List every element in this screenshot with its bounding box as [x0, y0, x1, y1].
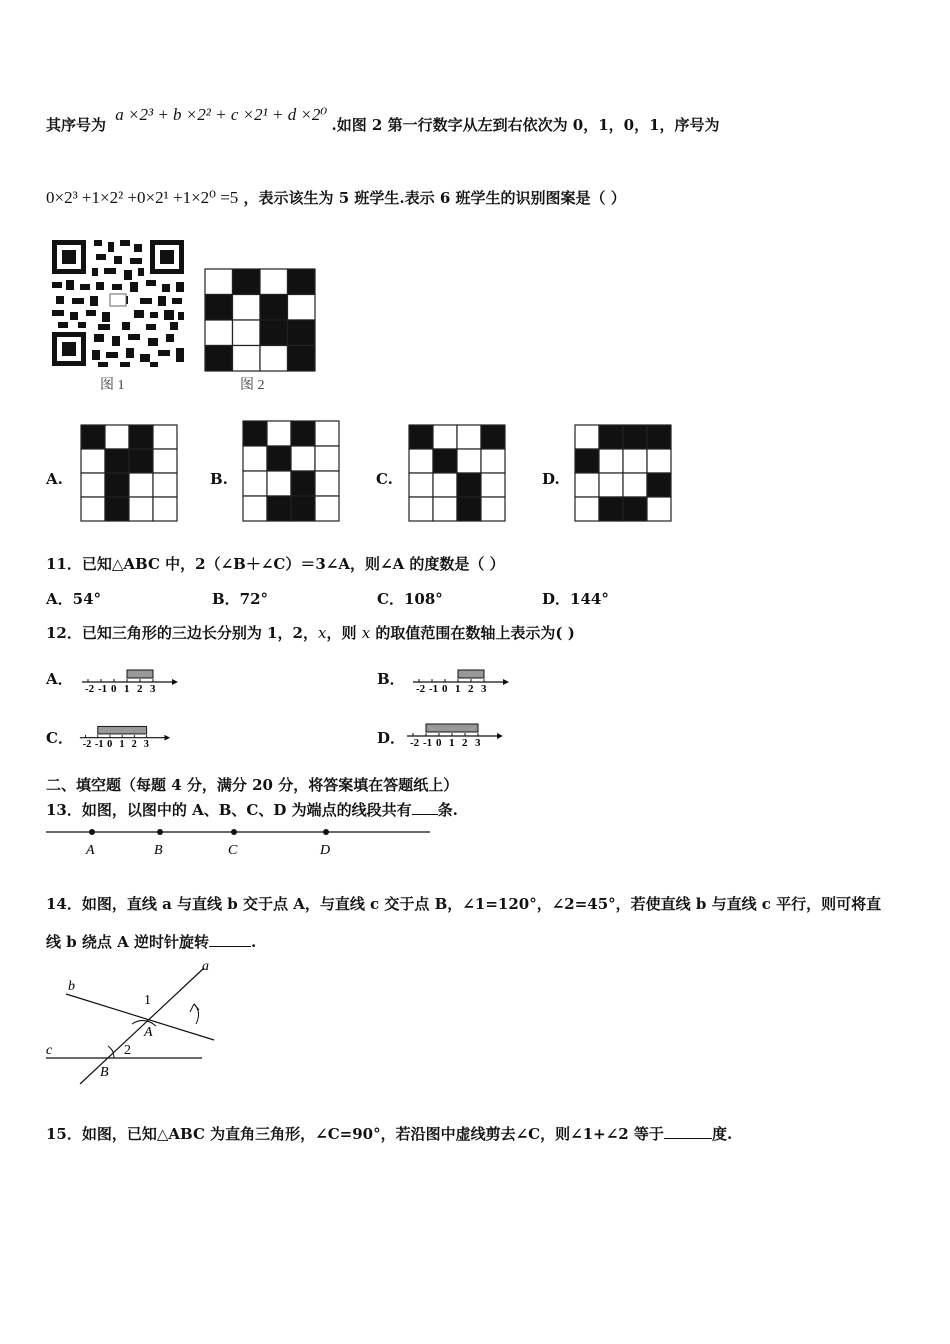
- q10-option-1-cell-1-1: [267, 446, 291, 471]
- q10-option-0-cell-3-3: [153, 497, 177, 521]
- figure-2-caption: 图 2: [240, 378, 265, 393]
- numberline-1-tick-label-1: -1: [429, 683, 439, 694]
- q12-stem-var-2: x: [361, 624, 371, 642]
- q10-option-2-cell-2-3: [481, 473, 505, 497]
- numberline-2-arrow: [164, 735, 170, 741]
- numberline-0-tick-label-2: 0: [111, 683, 117, 694]
- formula-term-2: + b ×2²: [157, 105, 211, 124]
- q11-option-d[interactable]: D．144°: [542, 590, 609, 608]
- q10-option-3-cell-1-1: [599, 449, 623, 473]
- numberline-0-tick-label-4: 2: [137, 683, 143, 694]
- q10-option-3-cell-1-0: [575, 449, 599, 473]
- figure-2-cell-0-0: [205, 269, 233, 295]
- intro-formula-2: 0×2³ +1×2² +0×2¹ +1×2⁰ =5: [46, 188, 239, 207]
- q10-option-2-cell-3-2: [457, 497, 481, 521]
- q11-option-c[interactable]: C．108°: [377, 590, 443, 608]
- q10-option-0-cell-3-0: [81, 497, 105, 521]
- q12-option-a-numberline[interactable]: [80, 660, 180, 694]
- q10-option-3-cell-2-3: [647, 473, 671, 497]
- q10-option-2-cell-1-2: [457, 449, 481, 473]
- q10-option-1-cell-1-3: [315, 446, 339, 471]
- numberline-0-tick-label-3: 1: [124, 683, 130, 694]
- q10-option-0-cell-0-0: [81, 425, 105, 449]
- q10-option-0-cell-0-1: [105, 425, 129, 449]
- intro-line1-suffix: .如图 2 第一行数字从左到右依次为 0，1，0，1，序号为: [331, 116, 720, 134]
- numberline-1-tick-label-4: 2: [468, 683, 474, 694]
- q14-label-point-a: A: [144, 1025, 153, 1040]
- q10-option-3-cell-0-2: [623, 425, 647, 449]
- numberline-2-tick-label-2: 0: [107, 739, 113, 750]
- figure-2-cell-1-1: [233, 295, 261, 321]
- q10-option-1-cell-3-0: [243, 496, 267, 521]
- q10-option-3-cell-3-1: [599, 497, 623, 521]
- figure-2-cell-2-2: [260, 320, 288, 346]
- q10-option-1-cell-0-2: [291, 421, 315, 446]
- q10-option-1-cell-3-2: [291, 496, 315, 521]
- q10-option-1-cell-3-3: [315, 496, 339, 521]
- q13-stem-suffix: 条.: [437, 801, 458, 819]
- numberline-3-tick-label-3: 1: [449, 737, 455, 749]
- q10-option-1-cell-1-0: [243, 446, 267, 471]
- section-2-heading: 二、填空题（每题 4 分，满分 20 分，将答案填在答题纸上）: [46, 776, 459, 794]
- q10-option-2-cell-2-0: [409, 473, 433, 497]
- formula-term-1: a ×2³: [115, 105, 154, 124]
- q10-option-2-cell-3-1: [433, 497, 457, 521]
- numberline-2-tick-label-5: 3: [143, 739, 149, 750]
- q10-option-b-grid[interactable]: [242, 420, 340, 522]
- q11-option-b[interactable]: B．72°: [212, 590, 269, 608]
- q10-option-d-label: D.: [542, 470, 560, 488]
- q13-point-b: B: [154, 843, 163, 858]
- q14-line-1: 14．如图，直线 a 与直线 b 交于点 A，与直线 c 交于点 B，∠1=120°，∠2=45°，若使直线 b 与直线 c 平行，则可将直: [46, 895, 882, 913]
- numberline-0-tick-label-0: -2: [85, 683, 95, 694]
- q12-stem-var-1: x: [317, 624, 327, 642]
- q12-option-b-label: B．: [377, 670, 405, 688]
- numberline-3-tick-label-2: 0: [436, 737, 442, 749]
- q10-option-1-cell-2-3: [315, 471, 339, 496]
- q15-stem-suffix: 度.: [711, 1125, 733, 1143]
- q10-option-d-grid[interactable]: [574, 424, 672, 522]
- numberline-3-arrow: [497, 733, 503, 739]
- q10-option-0-cell-1-3: [153, 449, 177, 473]
- q15-answer-blank[interactable]: [664, 1138, 712, 1139]
- numberline-2-tick-label-4: 2: [131, 739, 137, 750]
- numberline-3-tick-label-4: 2: [462, 737, 468, 749]
- numberline-2-tick-label-1: -1: [94, 739, 104, 750]
- q14-line2-prefix: 线 b 绕点 A 逆时针旋转: [46, 933, 210, 951]
- q10-option-1-cell-1-2: [291, 446, 315, 471]
- q10-option-2-cell-0-3: [481, 425, 505, 449]
- q10-option-3-cell-1-2: [623, 449, 647, 473]
- figure-1-caption: 图 1: [100, 378, 125, 393]
- q12-option-a-label: A．: [46, 670, 73, 688]
- q10-option-c-grid[interactable]: [408, 424, 506, 522]
- q10-option-0-cell-0-2: [129, 425, 153, 449]
- q14-lines-figure: [44, 958, 220, 1088]
- q10-option-1-cell-0-1: [267, 421, 291, 446]
- q11-option-a[interactable]: A．54°: [46, 590, 102, 608]
- numberline-3-tick-label-0: -2: [410, 737, 420, 749]
- numberline-1-shade: [458, 670, 484, 678]
- q10-option-1-cell-2-0: [243, 471, 267, 496]
- q14-answer-blank[interactable]: [209, 946, 251, 947]
- numberline-0-shade: [127, 670, 153, 678]
- figure-2-cell-1-0: [205, 295, 233, 321]
- intro-line2-suffix: ，表示该生为 5 班学生.表示 6 班学生的识别图案是（ ）: [243, 189, 626, 207]
- q10-option-1-cell-3-1: [267, 496, 291, 521]
- q10-option-0-cell-2-1: [105, 473, 129, 497]
- q10-option-1-cell-0-0: [243, 421, 267, 446]
- q10-option-2-cell-2-1: [433, 473, 457, 497]
- q13-point-d: D: [320, 843, 331, 858]
- figure-2-cell-1-3: [288, 295, 316, 321]
- q14-label-c: c: [46, 1043, 53, 1058]
- q12-option-d-numberline[interactable]: [405, 712, 505, 750]
- formula-term-3: + c ×2¹: [215, 105, 268, 124]
- figure-2-cell-0-2: [260, 269, 288, 295]
- figure-2-cell-2-1: [233, 320, 261, 346]
- q13-segment-figure: [44, 822, 434, 862]
- figure-2-cell-3-3: [288, 346, 316, 372]
- numberline-2-tick-label-0: -2: [82, 739, 92, 750]
- q10-option-0-cell-3-2: [129, 497, 153, 521]
- q12-stem-suffix: 的取值范围在数轴上表示为( ): [370, 624, 575, 642]
- intro-line1-prefix: 其序号为: [46, 116, 107, 134]
- q10-option-1-cell-2-1: [267, 471, 291, 496]
- q13-stem-prefix: 13．如图，以图中的 A、B、C、D 为端点的线段共有: [46, 801, 412, 819]
- q10-option-0-cell-1-2: [129, 449, 153, 473]
- q10-option-2-cell-1-3: [481, 449, 505, 473]
- numberline-1-tick-label-5: 3: [481, 683, 487, 694]
- q13-answer-blank[interactable]: [412, 814, 438, 815]
- q10-option-2-cell-0-2: [457, 425, 481, 449]
- numberline-0-arrow: [172, 679, 178, 685]
- q10-option-1-cell-0-3: [315, 421, 339, 446]
- intro-line-1: [46, 105, 720, 135]
- q10-option-3-cell-2-2: [623, 473, 647, 497]
- numberline-1-tick-label-3: 1: [455, 683, 461, 694]
- q10-option-a-label: A.: [46, 470, 63, 488]
- q13-point-a: A: [86, 843, 95, 858]
- q10-option-2-cell-0-1: [433, 425, 457, 449]
- q12-stem-prefix: 12．已知三角形的三边长分别为 1，2，: [46, 624, 318, 642]
- numberline-1-tick-label-2: 0: [442, 683, 448, 694]
- q10-option-0-cell-2-2: [129, 473, 153, 497]
- numberline-0-tick-label-5: 3: [150, 683, 156, 694]
- figure-1-qr-code: [50, 238, 188, 368]
- formula-term-4: + d ×2⁰: [271, 105, 328, 124]
- numberline-3-tick-label-1: -1: [423, 737, 433, 749]
- q10-option-2-cell-1-1: [433, 449, 457, 473]
- numberline-1-arrow: [503, 679, 509, 685]
- q10-option-3-cell-0-0: [575, 425, 599, 449]
- q10-option-a-grid[interactable]: [80, 424, 178, 522]
- q13-point-c: C: [228, 843, 238, 858]
- q12-stem-mid: ，则: [326, 624, 357, 642]
- q12-option-c-numberline[interactable]: [78, 716, 172, 750]
- q14-line2-suffix: .: [251, 933, 257, 951]
- q10-option-3-cell-2-0: [575, 473, 599, 497]
- figure-2-cell-2-0: [205, 320, 233, 346]
- q10-option-2-cell-2-2: [457, 473, 481, 497]
- q13-stem: [46, 799, 458, 820]
- q10-option-3-cell-0-1: [599, 425, 623, 449]
- q10-option-0-cell-1-1: [105, 449, 129, 473]
- q10-option-3-cell-0-3: [647, 425, 671, 449]
- q10-option-0-cell-2-3: [153, 473, 177, 497]
- q10-option-3-cell-1-3: [647, 449, 671, 473]
- q14-label-angle-2: 2: [124, 1043, 131, 1058]
- q10-option-b-label: B.: [210, 470, 228, 488]
- q10-option-0-cell-0-3: [153, 425, 177, 449]
- figure-2-cell-0-1: [233, 269, 261, 295]
- figure-2-cell-3-2: [260, 346, 288, 372]
- q14-label-b: b: [68, 979, 75, 994]
- q10-option-0-cell-2-0: [81, 473, 105, 497]
- q10-option-1-cell-2-2: [291, 471, 315, 496]
- q14-label-angle-1: 1: [144, 993, 151, 1008]
- figure-2-cell-2-3: [288, 320, 316, 346]
- numberline-2-tick-label-3: 1: [119, 739, 125, 750]
- figure-2-cell-1-2: [260, 295, 288, 321]
- q14-line-2: [46, 931, 256, 952]
- q10-option-0-cell-1-0: [81, 449, 105, 473]
- numberline-2-shade: [98, 726, 147, 734]
- q10-option-c-label: C.: [376, 470, 393, 488]
- q12-option-b-numberline[interactable]: [408, 660, 514, 694]
- q15-stem: [46, 1123, 732, 1144]
- q10-option-0-cell-3-1: [105, 497, 129, 521]
- q10-option-2-cell-3-0: [409, 497, 433, 521]
- figure-2-cell-0-3: [288, 269, 316, 295]
- numberline-3-shade: [426, 724, 478, 732]
- q10-option-3-cell-3-0: [575, 497, 599, 521]
- q12-stem: [46, 622, 575, 643]
- q14-label-point-b: B: [100, 1065, 109, 1080]
- figure-2-cell-3-1: [233, 346, 261, 372]
- q15-stem-prefix: 15．如图，已知△ABC 为直角三角形，∠C=90°，若沿图中虚线剪去∠C，则∠1+∠2 等于: [46, 1125, 664, 1143]
- intro-formula: [115, 105, 331, 124]
- q14-label-a: a: [202, 959, 209, 974]
- q10-option-2-cell-0-0: [409, 425, 433, 449]
- figure-2-cell-3-0: [205, 346, 233, 372]
- q12-option-d-label: D．: [377, 729, 406, 747]
- q10-option-3-cell-2-1: [599, 473, 623, 497]
- q10-option-2-cell-1-0: [409, 449, 433, 473]
- numberline-1-tick-label-0: -2: [416, 683, 426, 694]
- q10-option-3-cell-3-3: [647, 497, 671, 521]
- figure-2-grid: [204, 268, 316, 372]
- intro-line-2: [46, 187, 626, 208]
- q10-option-2-cell-3-3: [481, 497, 505, 521]
- numberline-3-tick-label-5: 3: [475, 737, 481, 749]
- q12-option-c-label: C．: [46, 729, 73, 747]
- q10-option-3-cell-3-2: [623, 497, 647, 521]
- q11-stem: 11．已知△ABC 中，2（∠B＋∠C）＝3∠A，则∠A 的度数是（ ）: [46, 555, 505, 573]
- numberline-0-tick-label-1: -1: [98, 683, 108, 694]
